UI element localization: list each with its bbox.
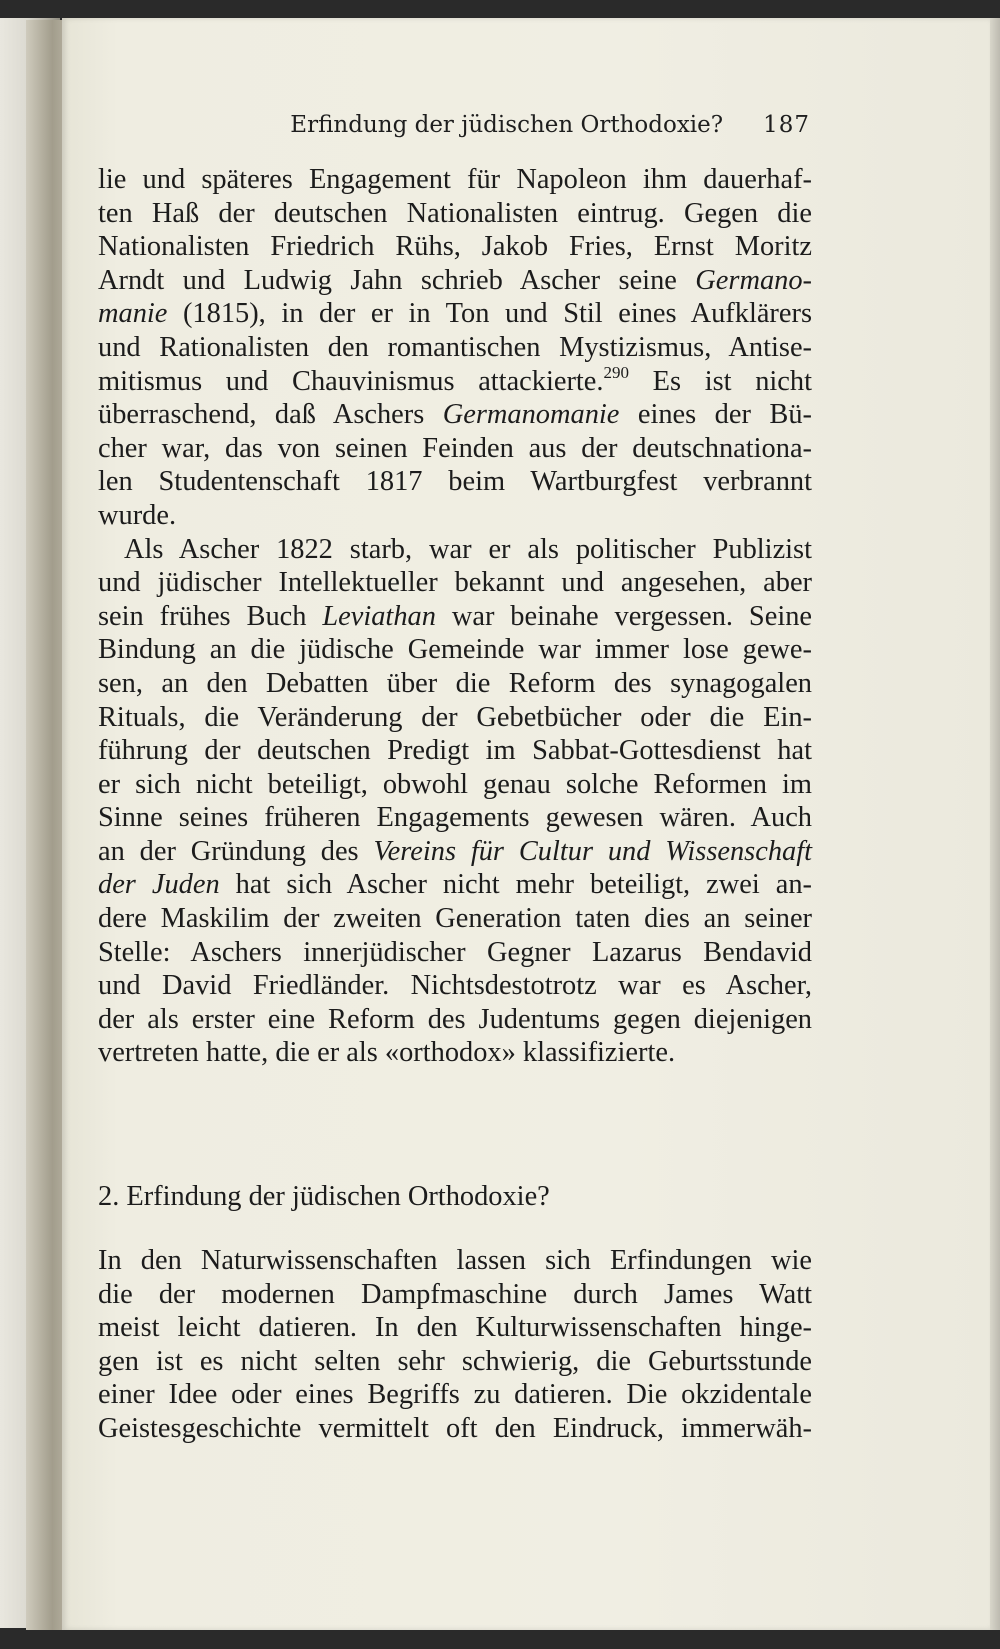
body-text-section-2 <box>98 1244 812 1446</box>
text-line: ten Haß der deutschen Nationalisten eintrug. Gegen die <box>98 197 812 229</box>
society-name-cont: der Juden <box>98 869 220 901</box>
text-line: an der Gründung des Vereins für Cultur und Wissenschaft <box>98 835 812 867</box>
body-text <box>98 163 812 1070</box>
text-line: Geistesgeschichte vermittelt oft den Eindruck, immerwäh- <box>98 1412 812 1444</box>
page-edge-right <box>990 18 1000 1630</box>
book-title-germanomanie: Germano- <box>695 264 812 296</box>
paragraph-2 <box>98 533 812 1071</box>
book-title-leviathan: Leviathan <box>322 600 436 632</box>
text-line: sein frühes Buch Leviathan war beinahe vergessen. Seine <box>98 600 813 632</box>
paragraph-1 <box>98 163 812 533</box>
society-name: Vereins für Cultur und Wissenschaft <box>373 835 812 867</box>
text-line: Rituals, die Veränderung der Gebetbücher oder die Ein- <box>98 701 812 733</box>
section-heading: 2. Erfindung der jüdischen Orthodoxie? <box>98 1181 550 1212</box>
text-line: Als Ascher 1822 starb, war er als politischer Publizist <box>124 533 812 565</box>
text-line: lie und späteres Engagement für Napoleon ihm dauerhaf- <box>98 164 812 195</box>
text-line: überraschend, daß Aschers Germanomanie eines der Bü- <box>98 399 813 431</box>
text-line: die der modernen Dampfmaschine durch James Watt <box>98 1278 812 1310</box>
text-line: vertreten hatte, die er als «orthodox» klassifizierte. <box>98 1037 676 1069</box>
book-title-germanomanie-2: Germanomanie <box>442 399 620 431</box>
text-line: mitismus und Chauvinismus attackierte.$^{290}$ Es ist nicht <box>98 362 812 397</box>
text-line: len Studentenschaft 1817 beim Wartburgfest verbrannt <box>98 466 812 498</box>
footnote-ref: 290 <box>603 362 629 382</box>
text-line: meist leicht datieren. In den Kulturwissenschaften hinge- <box>98 1312 812 1344</box>
running-head <box>240 112 810 138</box>
text-line: Nationalisten Friedrich Rühs, Jakob Fries, Ernst Moritz <box>98 231 812 263</box>
text-line: sen, an den Debatten über die Reform des synagogalen <box>98 667 812 699</box>
text-line: der Juden hat sich Ascher nicht mehr beteiligt, zwei an- <box>98 869 812 901</box>
text-line: Arndt und Ludwig Jahn schrieb Ascher seine Germano- <box>98 264 812 296</box>
text-line: und jüdischer Intellektueller bekannt und angesehen, aber <box>98 567 812 599</box>
text-line: und Rationalisten den romantischen Mystizismus, Antise- <box>98 331 812 363</box>
text-line: der als erster eine Reform des Judentums gegen diejenigen <box>98 1003 812 1035</box>
text-line: dere Maskilim der zweiten Generation taten dies an seiner <box>98 903 812 935</box>
running-head-title: Erfindung der jüdischen Orthodoxie? <box>290 112 724 138</box>
text-line: er sich nicht beteiligt, obwohl genau solche Reformen im <box>98 768 812 800</box>
page-number: 187 <box>763 112 810 138</box>
text-line: manie (1815), in der er in Ton und Stil eines Aufklärers <box>98 298 812 330</box>
text-line: und David Friedländer. Nichtsdestotrotz war es Ascher, <box>98 970 812 1002</box>
text-line: In den Naturwissenschaften lassen sich Erfindungen wie <box>98 1245 812 1276</box>
text-line: wurde. <box>98 499 177 531</box>
text-line: führung der deutschen Predigt im Sabbat-Gottesdienst hat <box>98 735 812 767</box>
text-line: Stelle: Aschers innerjüdischer Gegner Lazarus Bendavid <box>98 936 812 968</box>
text-line: gen ist es nicht selten sehr schwierig, die Geburtsstunde <box>98 1345 812 1377</box>
text-line: Bindung an die jüdische Gemeinde war immer lose gewe- <box>98 634 812 666</box>
text-line: einer Idee oder eines Begriffs zu datieren. Die okzidentale <box>98 1379 812 1411</box>
text-line: Sinne seines früheren Engagements gewesen wären. Auch <box>98 802 812 834</box>
text-line: cher war, das von seinen Feinden aus der deutschnationa- <box>98 432 812 464</box>
book-title-germanomanie-cont: manie <box>98 298 168 330</box>
